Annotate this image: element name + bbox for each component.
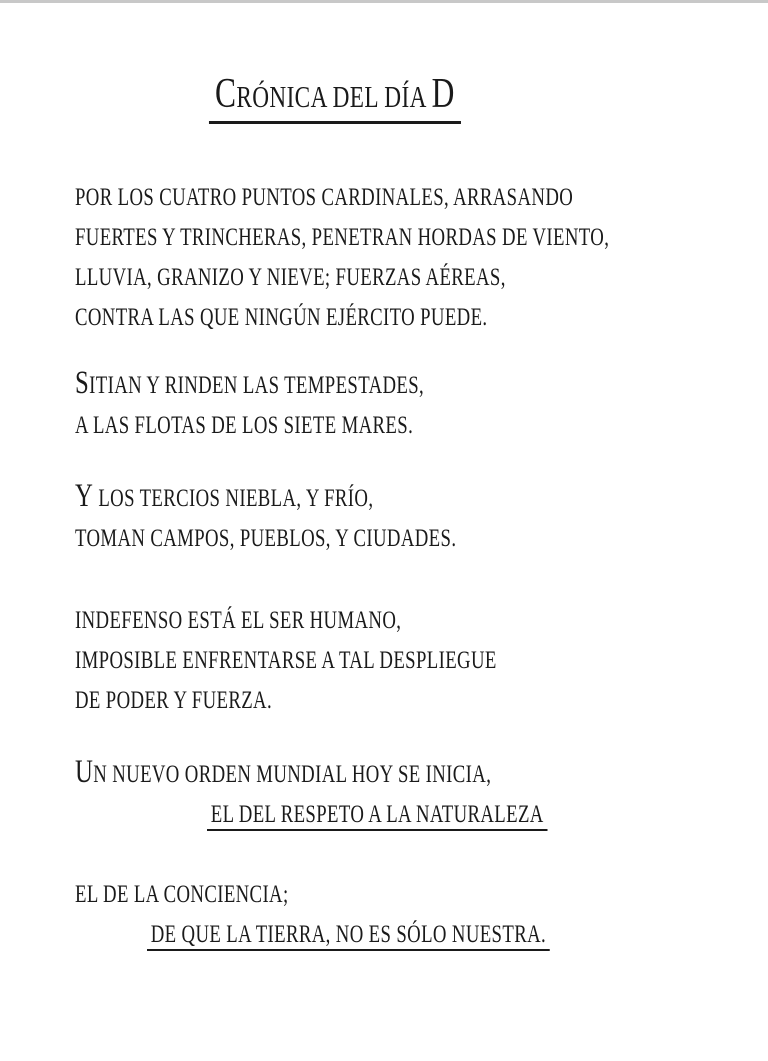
line-text: POR LOS CUATRO PUNTOS CARDINALES, ARRASANDO	[75, 184, 574, 211]
poem-line	[75, 519, 595, 559]
poem-stanza	[75, 601, 768, 721]
poem-line	[75, 681, 595, 721]
poem-title	[75, 72, 595, 116]
line-inner	[75, 687, 272, 714]
lead-capital: S	[75, 365, 90, 401]
line-inner	[75, 264, 506, 291]
line-text: A LAS FLOTAS DE LOS SIETE MARES.	[75, 412, 414, 439]
poem-line	[75, 298, 595, 338]
underlined-text	[147, 921, 550, 951]
line-inner	[75, 607, 401, 634]
poem-line	[75, 875, 595, 915]
line-text: DE PODER Y FUERZA.	[75, 687, 273, 714]
line-text: DE QUE LA TIERRA, NO ES SÓLO NUESTRA.	[150, 921, 547, 948]
line-text: EL DE LA CONCIENCIA;	[75, 881, 289, 908]
line-text: RÓNICA DEL DÍA	[236, 79, 432, 114]
poem-line	[75, 795, 595, 835]
poem-stanza	[75, 752, 768, 835]
lead-capital: U	[75, 754, 94, 790]
line-inner	[75, 881, 289, 908]
line-inner	[75, 478, 374, 514]
line-inner	[75, 412, 413, 439]
poem-line	[75, 363, 595, 406]
lead-capital: C	[215, 71, 237, 117]
lead-capital: D	[431, 71, 455, 117]
poem-line	[75, 406, 595, 446]
line-text: LLUVIA, GRANIZO Y NIEVE; FUERZAS AÉREAS,	[75, 264, 506, 291]
line-text: EL DEL RESPETO A LA NATURALEZA	[210, 801, 544, 828]
poem-stanzas	[75, 178, 768, 955]
line-inner	[75, 365, 425, 401]
line-text: ITIAN Y RINDEN LAS TEMPESTADES,	[89, 372, 425, 399]
poem-stanza	[75, 875, 768, 955]
line-inner	[75, 304, 487, 331]
line-text: N NUEVO ORDEN MUNDIAL HOY SE INICIA,	[93, 761, 492, 788]
poem-line	[75, 752, 595, 795]
line-inner	[75, 224, 609, 251]
line-text: IMPOSIBLE ENFRENTARSE A TAL DESPLIEGUE	[75, 647, 497, 674]
poem-stanza	[75, 363, 768, 446]
underlined-text	[207, 801, 547, 831]
line-inner	[75, 184, 573, 211]
poem-line	[75, 601, 595, 641]
poem-line	[75, 178, 595, 218]
lead-capital: Y	[75, 478, 94, 514]
poem-line	[75, 218, 610, 258]
poem-line	[75, 476, 595, 519]
line-inner	[75, 647, 497, 674]
scan-edge-artifact	[0, 0, 768, 3]
line-inner	[75, 525, 456, 552]
line-text: FUERTES Y TRINCHERAS, PENETRAN HORDAS DE VIENTO,	[75, 224, 610, 251]
line-text: TOMAN CAMPOS, PUEBLOS, Y CIUDADES.	[75, 525, 457, 552]
poem-line	[75, 258, 595, 298]
poem-stanza	[75, 476, 768, 559]
poem-line	[75, 641, 595, 681]
line-inner	[75, 754, 492, 790]
line-text: CONTRA LAS QUE NINGÚN EJÉRCITO PUEDE.	[75, 304, 488, 331]
line-text: INDEFENSO ESTÁ EL SER HUMANO,	[75, 607, 402, 634]
poem-title-text	[209, 72, 461, 124]
poem-stanza	[75, 178, 768, 338]
line-text: LOS TERCIOS NIEBLA, Y FRÍO,	[93, 485, 374, 512]
poem-line	[75, 915, 595, 955]
